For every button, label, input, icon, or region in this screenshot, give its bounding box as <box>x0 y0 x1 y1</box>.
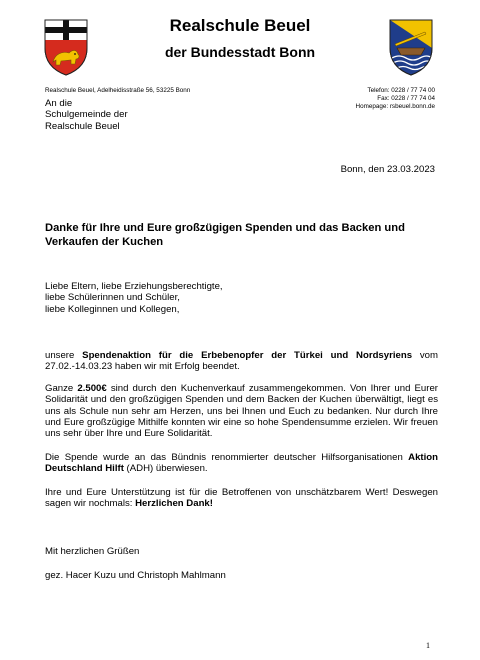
campaign-name: Spendenaktion für die Erbebenopfer der Türkei und Nordsyriens <box>82 350 413 361</box>
contact-homepage: Homepage: rsbeuel.bonn.de <box>355 103 435 110</box>
salutation-line: liebe Kolleginnen und Kollegen, <box>45 303 180 315</box>
salutation-line: Liebe Eltern, liebe Erziehungsberechtigte, <box>45 281 223 292</box>
paragraph-amount: Ganze 2.500€ sind durch den Kuchenverkauf zusammengekommen. Von Ihrer und Eurer Solidarität und den großzügigen Spenden und dem Backen der Kuchen überwältigt, liegt es uns als Schule nun sehr am Herzen, uns bei Ihnen und Euch zu bedanken. Nur durch Ihre und Eure großzügige Mithilfe konnten wir eine so hohe Spendensumme erzielen. Wir freuen uns sehr über Ihre und Eure Solidarität. <box>45 383 438 440</box>
paragraph-recipient-org: Die Spende wurde an das Bündnis renommierter deutscher Hilfsorganisationen Aktion Deutschland Hilft (ADH) überwiesen. <box>45 452 438 475</box>
recipient-line: Realschule Beuel <box>45 120 120 132</box>
recipient-line: Schulgemeinde der <box>45 109 128 121</box>
school-name: Realschule Beuel <box>169 16 311 35</box>
contact-phone: Telefon: 0228 / 77 74 00 <box>367 87 435 94</box>
salutation <box>45 281 223 315</box>
paragraph-thanks: Ihre und Eure Unterstützung ist für die Betroffenen von unschätzbarem Wert! Deswegen sagen wir nochmals: Herzlichen Dank! <box>45 487 438 510</box>
contact-block <box>327 87 435 111</box>
letter-subject: Danke für Ihre und Eure großzügigen Spenden und das Backen und Verkaufen der Kuchen <box>45 222 405 248</box>
donation-amount: 2.500€ <box>77 383 107 394</box>
salutation-line: liebe Schülerinnen und Schüler, <box>45 292 180 304</box>
paragraph-campaign: unsere Spendenaktion für die Erbebenopfer der Türkei und Nordsyriens vom 27.02.-14.03.23 haben wir mit Erfolg beendet. <box>45 350 438 373</box>
thanks-phrase: Herzlichen Dank! <box>135 498 213 510</box>
signature-line: gez. Hacer Kuzu und Christoph Mahlmann <box>45 570 226 581</box>
aid-organisation: Aktion Deutschland Hilft <box>45 452 438 475</box>
sender-address-line: Realschule Beuel, Adelheidisstraße 56, 53225 Bonn <box>45 87 191 94</box>
page-number: 1 <box>426 641 430 650</box>
recipient-line: An die <box>45 98 73 109</box>
contact-fax: Fax: 0228 / 77 74 04 <box>377 95 435 102</box>
date-line: Bonn, den 23.03.2023 <box>340 164 435 175</box>
closing-greeting: Mit herzlichen Grüßen <box>45 546 140 557</box>
recipient-address <box>45 98 128 132</box>
school-subtitle: der Bundesstadt Bonn <box>164 44 316 60</box>
